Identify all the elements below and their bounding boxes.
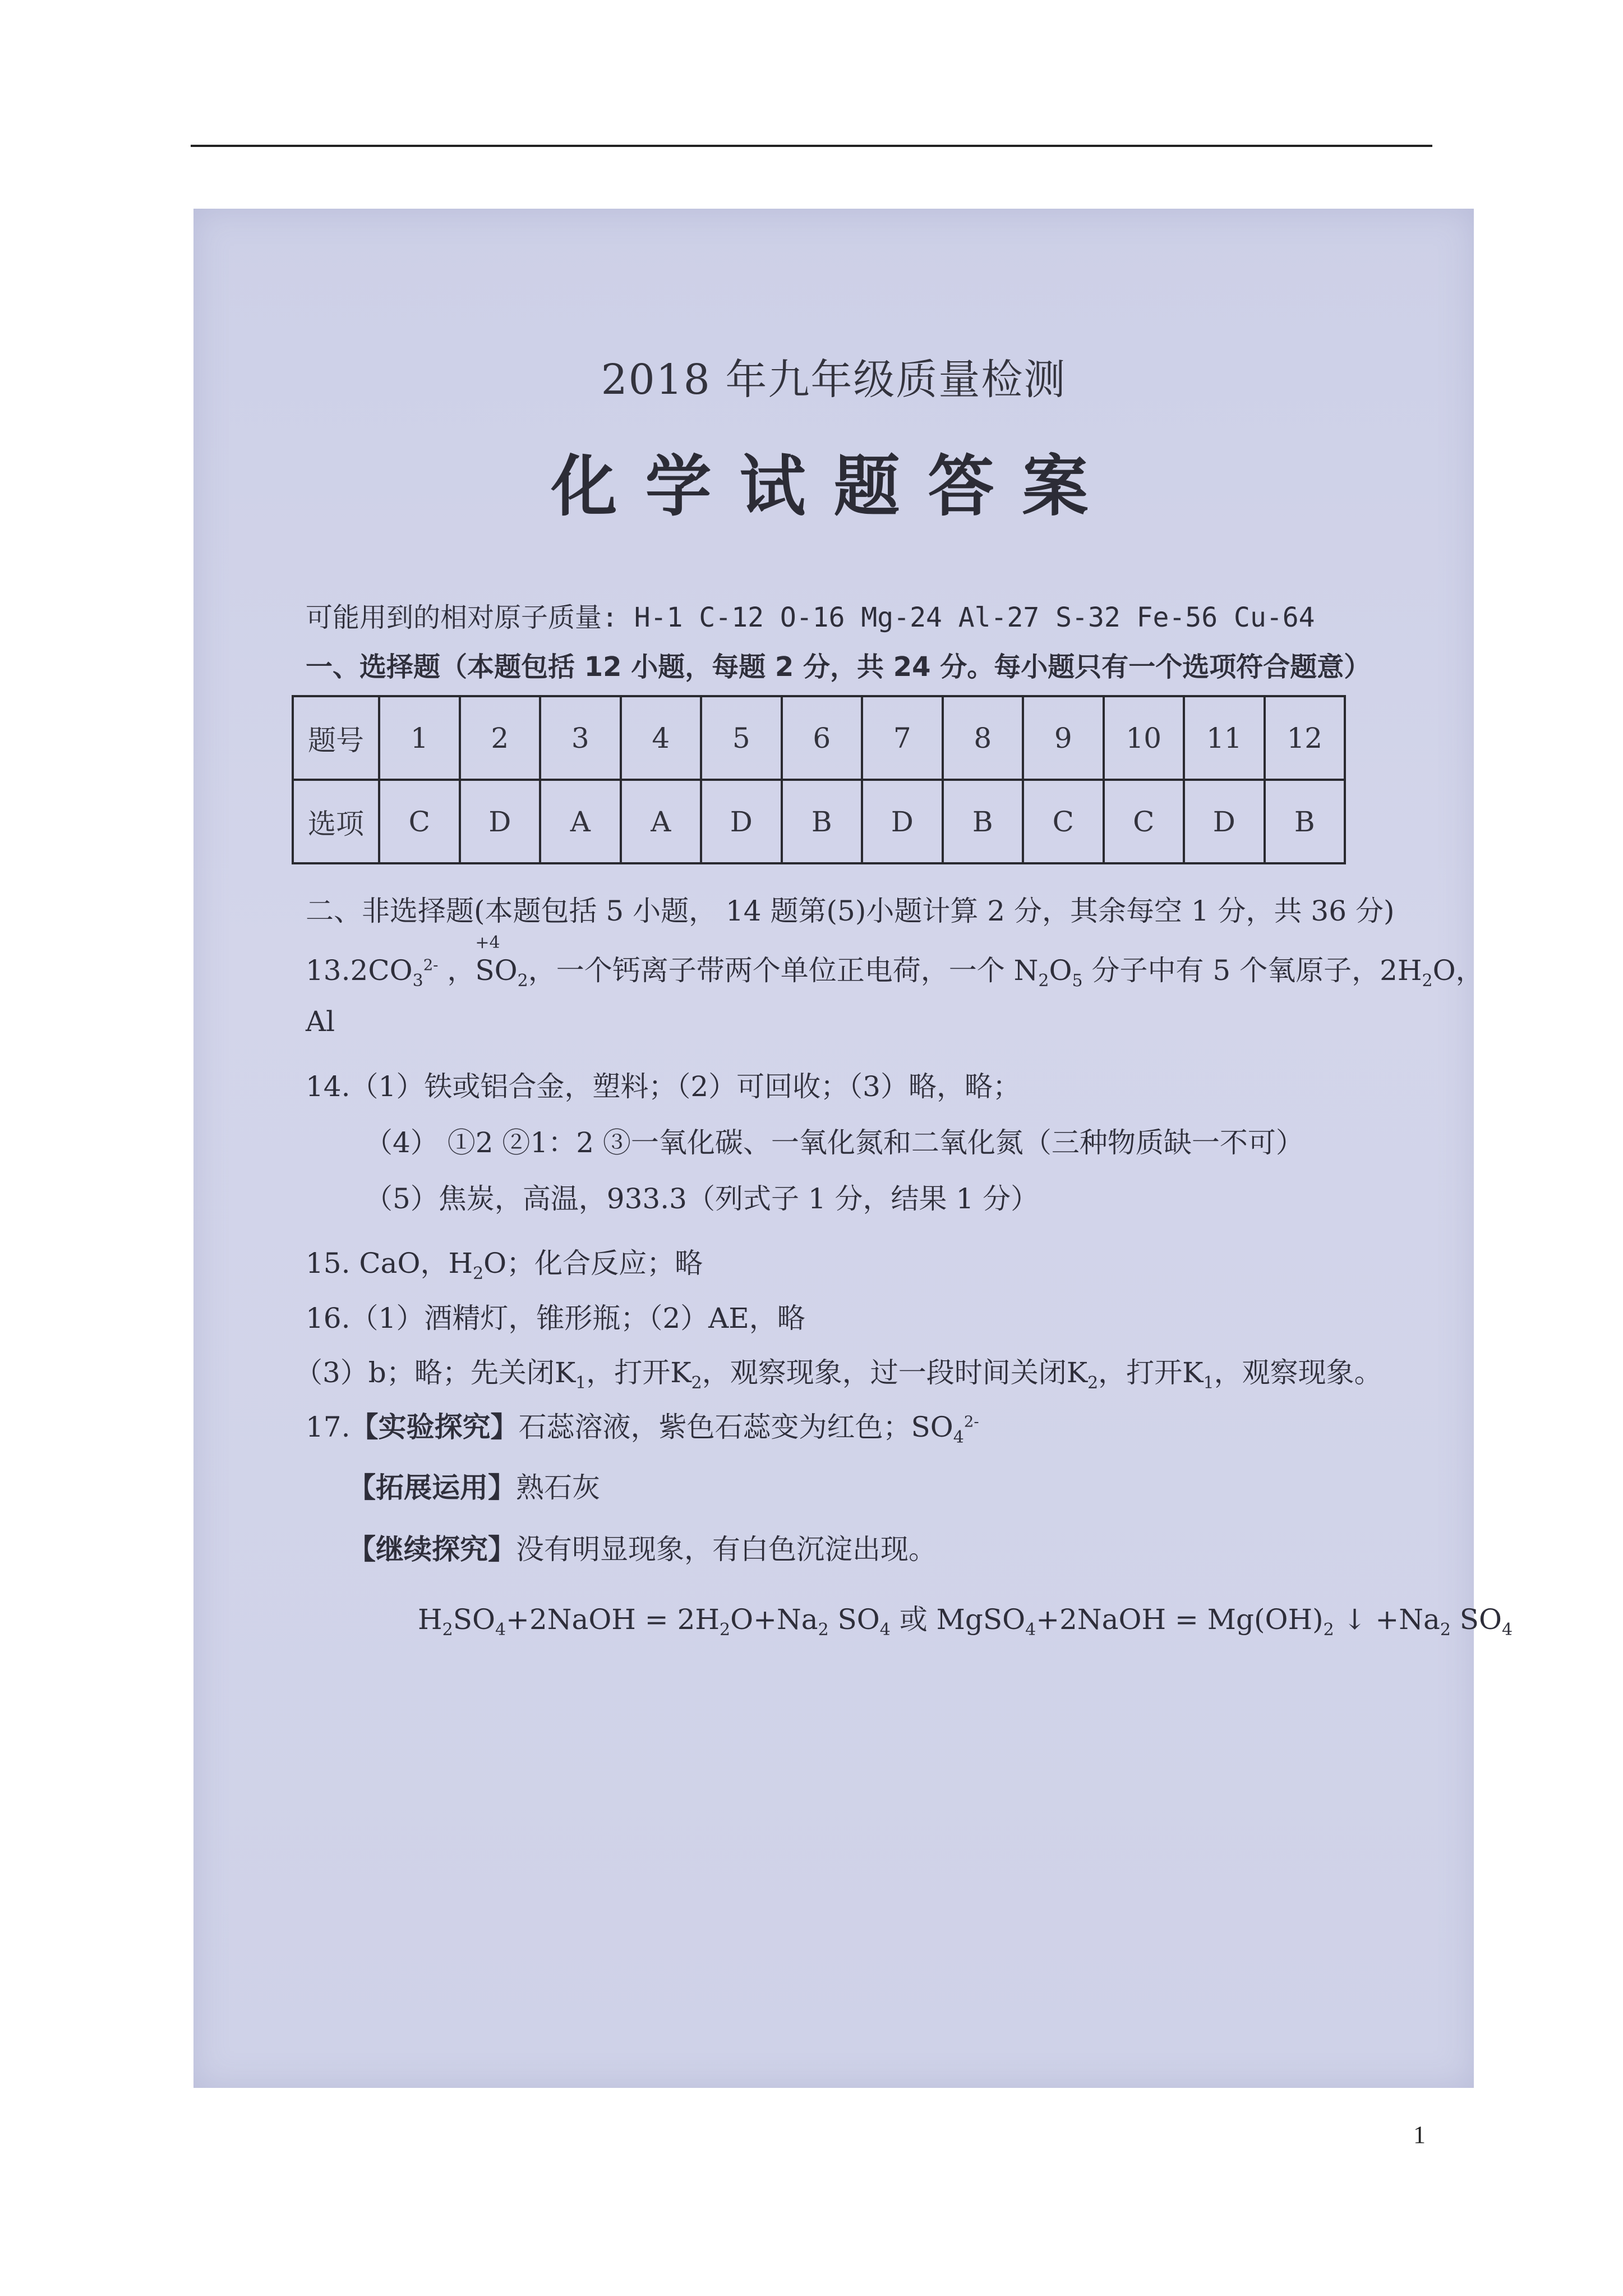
atomic-masses: 可能用到的相对原子质量: H-1 C-12 O-16 Mg-24 Al-27 S-32 Fe-56 Cu-64 xyxy=(306,602,1315,633)
question-16-line2: （3）b；略；先关闭$K_1$，打开$K_2$，观察现象，过一段时间关闭$K_2$，打开$K_1$，观察现象。 xyxy=(294,1356,1382,1393)
page-number: 1 xyxy=(1413,2121,1426,2148)
question-13-answer-cont: Al xyxy=(306,1005,335,1038)
question-17-experiment: 17.【实验探究】石蕊溶液，紫色石蕊变为红色；$SO_4^{2-}$ xyxy=(306,1411,979,1447)
table-cell: C xyxy=(1023,780,1104,863)
table-cell: 6 xyxy=(782,696,863,780)
row-label-number: 题号 xyxy=(293,696,379,780)
question-17-extension: 【拓展运用】熟石灰 xyxy=(348,1471,600,1504)
scanned-answer-sheet xyxy=(193,209,1513,2088)
table-cell: 9 xyxy=(1023,696,1104,780)
exam-title: 2018 年九年级质量检测 xyxy=(601,356,1067,404)
table-cell: D xyxy=(1184,780,1265,863)
chemical-equations: $H_2SO_4+2NaOH = 2H_2O+Na_2$ $SO_4$ 或 MgSO$_4$+2NaOH = $Mg(OH)_2$ ↓ $+Na_2$ $SO_4$ xyxy=(418,1603,1513,1640)
table-cell: 5 xyxy=(701,696,782,780)
question-13-answer: $13.2CO_3^{2-}$ ， +4 $SO_2$，一个钙离子带两个单位正电荷，一个 $N_2O_5$ 分子中有 5 个氧原子，$2H_2O$， xyxy=(306,933,1484,991)
oxidation-state: +4 S xyxy=(475,933,500,987)
table-cell: A xyxy=(621,780,702,863)
table-cell: 12 xyxy=(1265,696,1345,780)
table-cell: 11 xyxy=(1184,696,1265,780)
table-cell: 10 xyxy=(1104,696,1184,780)
question-16-line1: 16.（1）酒精灯，锥形瓶；（2）AE，略 xyxy=(306,1302,805,1335)
row-label-answer: 选项 xyxy=(293,780,379,863)
table-cell: B xyxy=(1265,780,1345,863)
table-cell: D xyxy=(460,780,541,863)
table-cell: D xyxy=(862,780,943,863)
table-cell: C xyxy=(1104,780,1184,863)
question-number: 13. xyxy=(306,954,351,987)
table-cell: D xyxy=(701,780,782,863)
question-14-line1: 14.（1）铁或铝合金，塑料；（2）可回收；（3）略，略； xyxy=(306,1070,1021,1103)
question-15-answer: 15. CaO，$H_2O$；化合反应；略 xyxy=(306,1247,703,1283)
table-cell: 2 xyxy=(460,696,541,780)
table-cell: 4 xyxy=(621,696,702,780)
table-cell: 7 xyxy=(862,696,943,780)
table-row-answers xyxy=(293,780,1345,863)
section2-heading: 二、非选择题(本题包括 5 小题， 14 题第(5)小题计算 2 分，其余每空 1 分，共 36 分) xyxy=(306,895,1395,927)
question-14-line2: （4） ①2 ②1：2 ③一氧化碳、一氧化氮和二氧化氮（三种物质缺一不可） xyxy=(365,1126,1304,1159)
answer-table xyxy=(292,695,1346,864)
table-cell: B xyxy=(782,780,863,863)
question-14-line3: （5）焦炭，高温，933.3（列式子 1 分，结果 1 分） xyxy=(365,1182,1039,1215)
table-cell: C xyxy=(379,780,460,863)
table-cell: 8 xyxy=(943,696,1023,780)
table-row-numbers xyxy=(293,696,1345,780)
table-cell: B xyxy=(943,780,1023,863)
question-17-continued: 【继续探究】没有明显现象，有白色沉淀出现。 xyxy=(348,1533,937,1566)
table-cell: 3 xyxy=(540,696,621,780)
header-rule xyxy=(191,145,1432,147)
table-cell: 1 xyxy=(379,696,460,780)
section1-heading: 一、选择题（本题包括 12 小题，每题 2 分，共 24 分。每小题只有一个选项符合题意） xyxy=(306,651,1371,683)
document-title: 化学试题答案 xyxy=(551,448,1117,525)
table-cell: A xyxy=(540,780,621,863)
